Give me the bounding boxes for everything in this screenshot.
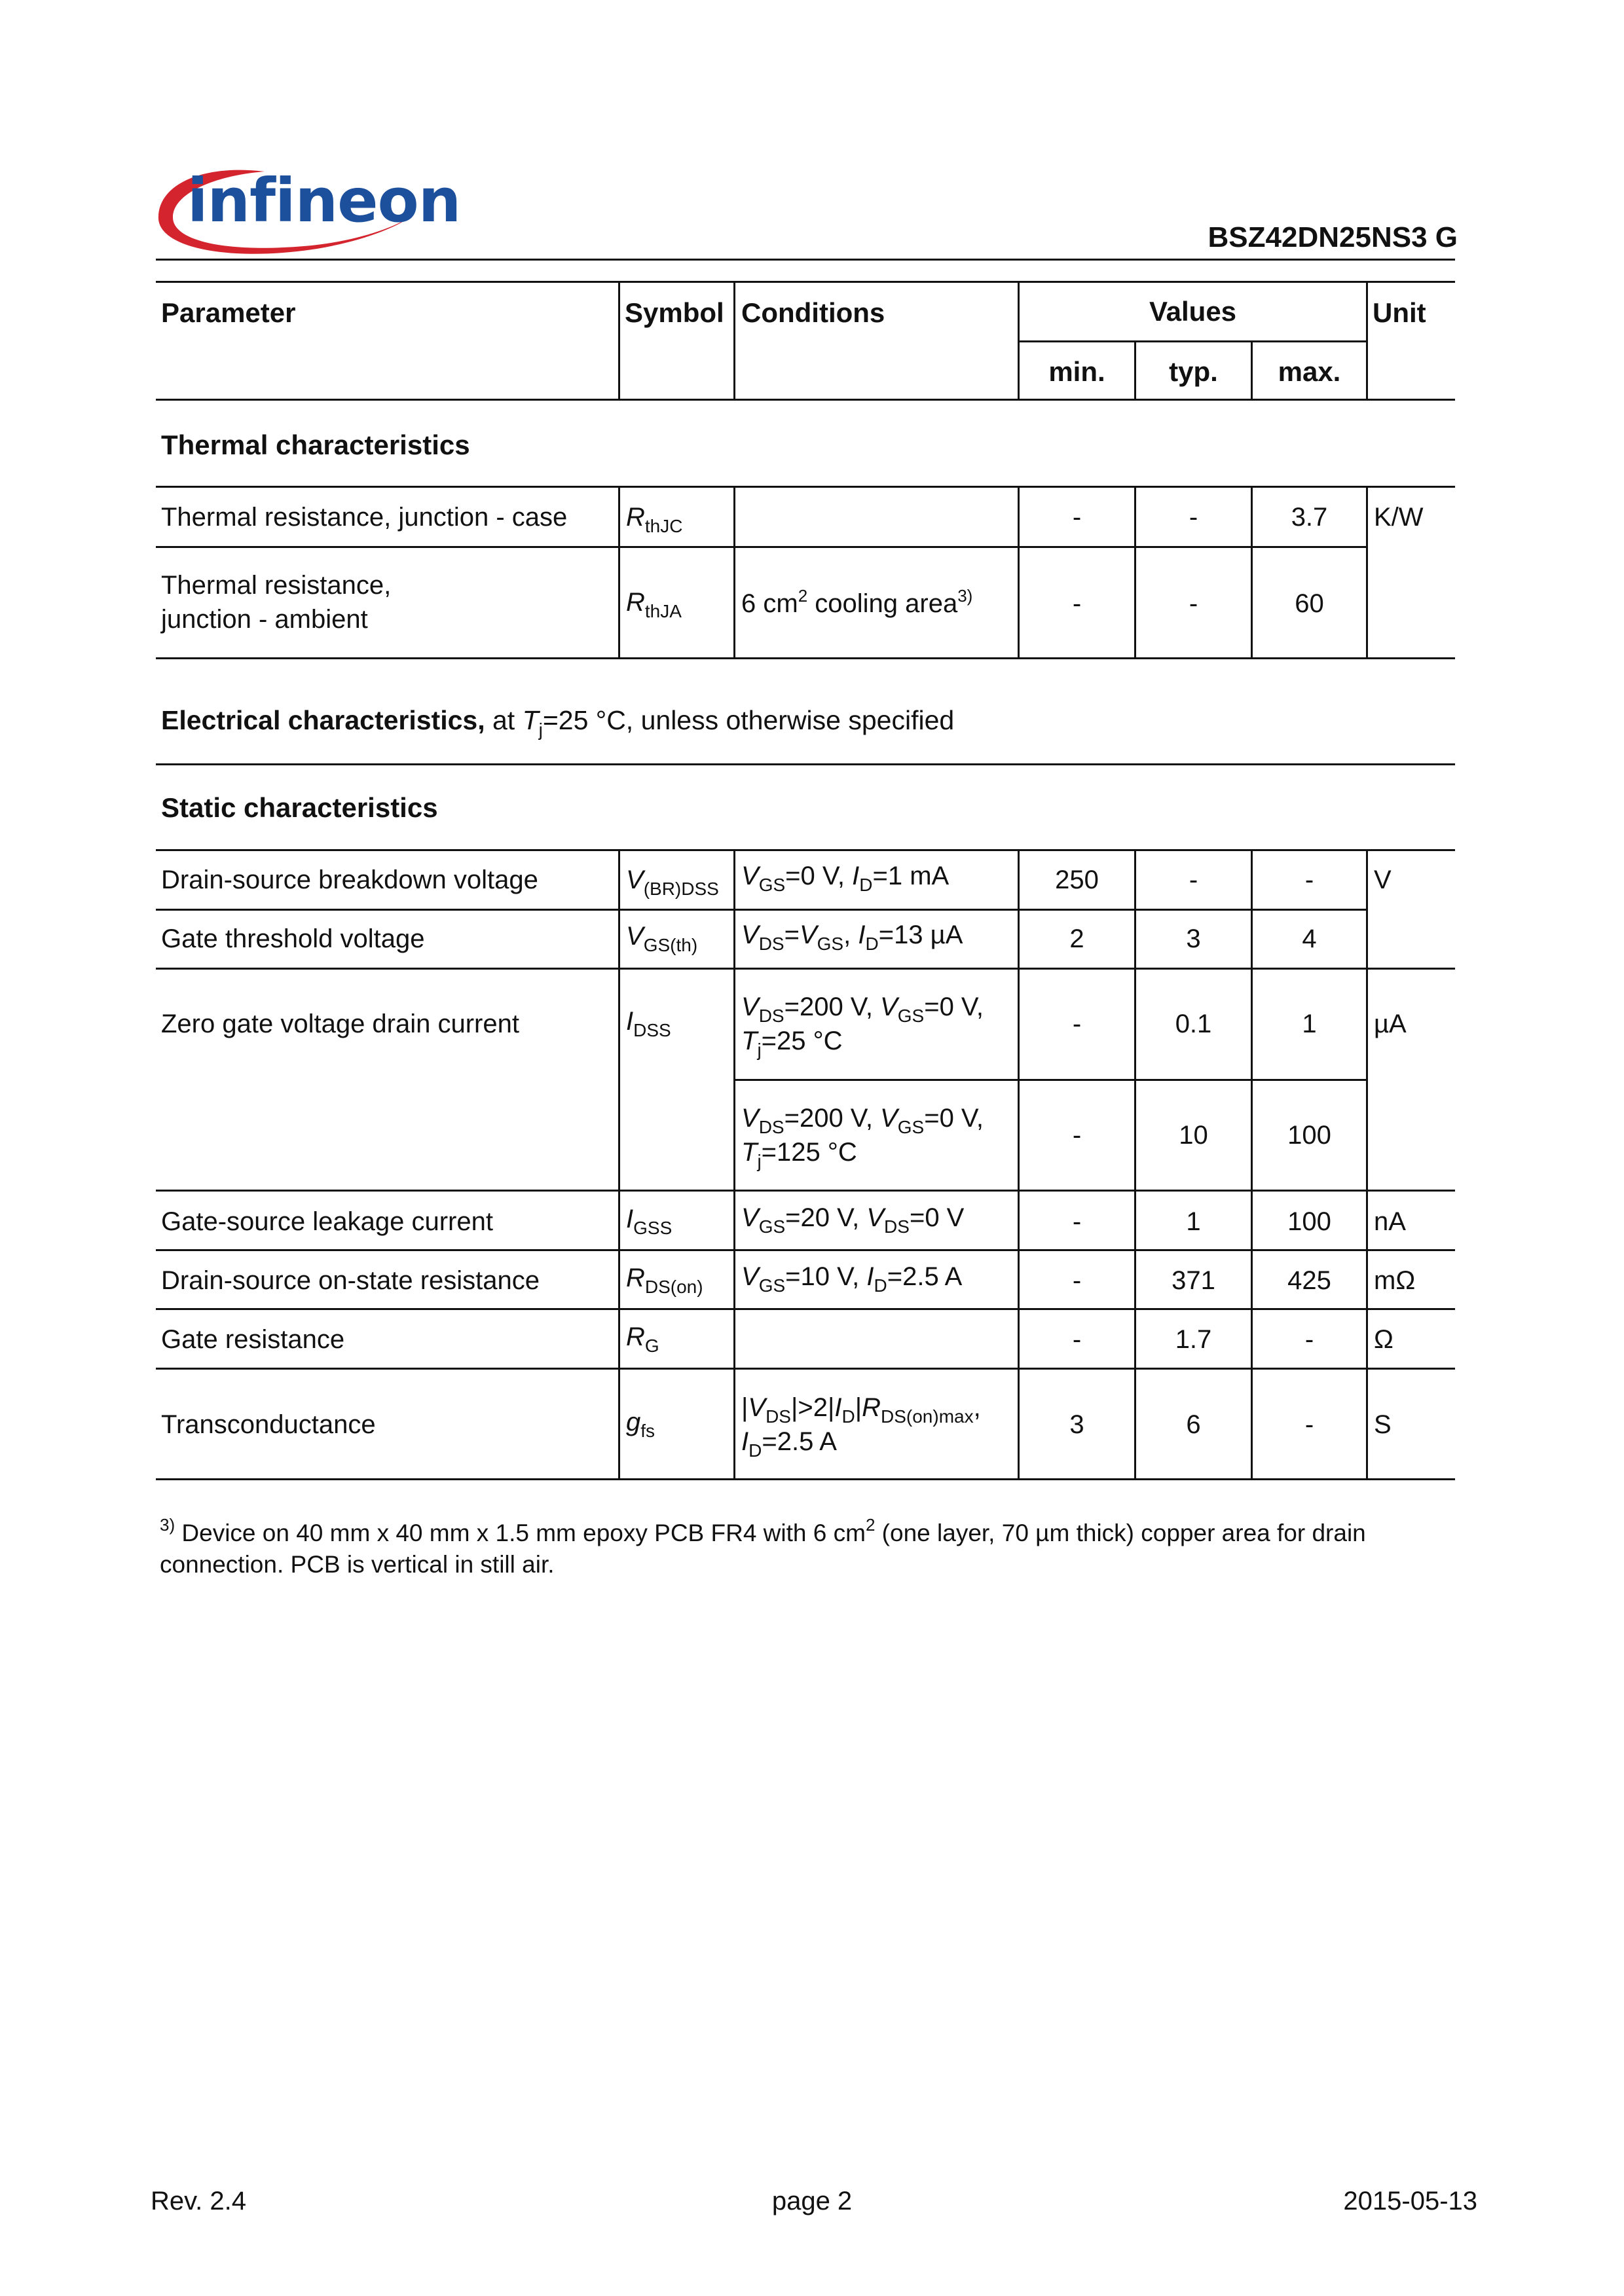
thermal-row2-max: 60 — [1295, 589, 1324, 618]
header-symbol: Symbol — [625, 297, 724, 328]
col-rule-1 — [618, 281, 620, 400]
static-r3-typ: 0.1 — [1175, 1010, 1212, 1038]
static-r2-symbol: $V_{GS(th)}$ — [626, 922, 698, 955]
col-rule-2 — [733, 281, 735, 400]
rule-top — [156, 259, 1455, 261]
header-max: max. — [1278, 356, 1341, 387]
thermal-row1-symbol: $R_{thJC}$ — [626, 503, 683, 536]
static-r1-min: 250 — [1055, 866, 1099, 894]
static-r7-max: - — [1304, 1325, 1314, 1354]
infineon-logo — [153, 157, 461, 262]
rule-thermal-top — [156, 486, 1455, 488]
rule-static-r7 — [156, 1368, 1455, 1370]
thermal-row2-param-line2: junction - ambient — [161, 605, 368, 634]
rule-static-r4 — [156, 1190, 1455, 1192]
static-r5-conditions: $V_{GS}=20$ V, $V_{DS}=0$ V — [741, 1203, 965, 1237]
rule-static-bottom — [156, 1478, 1455, 1480]
static-r2-max: 4 — [1302, 924, 1317, 953]
thermal-row2-symbol: $R_{thJA}$ — [626, 588, 682, 621]
thermal-row1-min: - — [1072, 503, 1082, 532]
static-r7-min: - — [1072, 1325, 1082, 1354]
static-r8-conditions-line1: $|V_{DS}|>2|I_D|R_{DS(on)max}$, — [741, 1393, 981, 1427]
footnote-mark: 3) — [160, 1515, 175, 1535]
static-col-2 — [733, 849, 735, 1480]
static-r8-unit: S — [1374, 1410, 1392, 1439]
footer-revision: Rev. 2.4 — [151, 2187, 246, 2215]
header-unit: Unit — [1373, 297, 1426, 328]
static-col-1 — [618, 849, 620, 1480]
static-r1-symbol: $V_{(BR)DSS}$ — [626, 866, 719, 899]
rule-header-top — [156, 281, 1455, 283]
header-typ: typ. — [1169, 356, 1218, 387]
static-r3-max: 1 — [1302, 1010, 1317, 1038]
header-values: Values — [1149, 296, 1237, 327]
thermal-row1-typ: - — [1189, 503, 1198, 532]
static-r6-unit: mΩ — [1374, 1266, 1416, 1295]
electrical-caption: Electrical characteristics, at $T_j=25$ °C, unless otherwise specified — [161, 705, 955, 740]
static-col-6 — [1366, 849, 1368, 1480]
thermal-row2-param-line1: Thermal resistance, — [161, 571, 392, 600]
static-r8-typ: 6 — [1186, 1410, 1201, 1439]
rule-static-r6 — [156, 1308, 1455, 1310]
static-r8-min: 3 — [1069, 1410, 1084, 1439]
static-r8-max: - — [1304, 1410, 1314, 1439]
thermal-unit: K/W — [1374, 503, 1424, 532]
static-r8-param: Transconductance — [161, 1410, 376, 1439]
static-r2-min: 2 — [1069, 924, 1084, 953]
thermal-col-6 — [1366, 486, 1368, 659]
static-r1-typ: - — [1189, 866, 1198, 894]
static-r4-typ: 10 — [1179, 1121, 1208, 1150]
static-r1-param: Drain-source breakdown voltage — [161, 866, 538, 894]
static-r5-symbol: $I_{GSS}$ — [626, 1205, 673, 1238]
static-r7-unit: Ω — [1374, 1325, 1393, 1354]
thermal-row2-typ: - — [1189, 589, 1198, 618]
footnote-line1: $^{3)}$ Device on 40 mm x 40 mm x 1.5 mm epoxy PCB FR4 with 6 $cm^2$ (one layer, 70 µm thick) copper area for drain — [160, 1515, 1366, 1546]
static-r6-param: Drain-source on-state resistance — [161, 1266, 540, 1295]
thermal-col-2 — [733, 486, 735, 659]
static-r1-max: - — [1304, 866, 1314, 894]
static-r8-conditions-line2: $I_D=2.5$ A — [741, 1427, 837, 1461]
static-r3-param: Zero gate voltage drain current — [161, 1010, 519, 1038]
thermal-row2-min: - — [1072, 589, 1082, 618]
header-min: min. — [1048, 356, 1105, 387]
col-rule-6 — [1366, 281, 1368, 400]
thermal-row1-max: 3.7 — [1291, 503, 1328, 532]
rule-static-r2 — [156, 968, 1455, 970]
static-r1-unit: V — [1374, 866, 1392, 894]
footer-date: 2015-05-13 — [1343, 2187, 1477, 2215]
thermal-col-1 — [618, 486, 620, 659]
static-r6-max: 425 — [1287, 1266, 1331, 1295]
static-r7-symbol: $R_G$ — [626, 1322, 659, 1356]
rule-static-r3 — [733, 1079, 1366, 1081]
header-conditions: Conditions — [741, 297, 885, 328]
static-r3-min: - — [1072, 1010, 1082, 1038]
static-r6-typ: 371 — [1172, 1266, 1215, 1295]
static-r2-param: Gate threshold voltage — [161, 924, 425, 953]
logo-wordmark: infineon — [187, 166, 461, 236]
rule-thermal-mid — [156, 546, 1366, 548]
rule-values-split — [1018, 340, 1366, 342]
footnote-line2: connection. PCB is vertical in still air. — [160, 1551, 555, 1578]
static-title: Static characteristics — [161, 792, 438, 823]
thermal-row1-param: Thermal resistance, junction - case — [161, 503, 568, 532]
static-r4-conditions-line2: $T_j=125$ °C — [741, 1138, 857, 1171]
footer-page: page 2 — [771, 2187, 853, 2215]
static-r4-conditions-line1: $V_{DS}=200$ V, $V_{GS}=0$ V, — [741, 1104, 984, 1137]
header-parameter: Parameter — [161, 297, 296, 328]
part-number: BSZ42DN25NS3 G — [1208, 221, 1458, 253]
static-r5-typ: 1 — [1186, 1207, 1201, 1236]
static-r5-max: 100 — [1287, 1207, 1331, 1236]
static-r5-min: - — [1072, 1207, 1082, 1236]
static-r2-conditions: $V_{DS}=V_{GS}$, $I_D=13$ µA — [741, 920, 963, 954]
rule-header-bottom — [156, 399, 1455, 401]
rule-electrical — [156, 763, 1455, 765]
static-r6-min: - — [1072, 1266, 1082, 1295]
thermal-title: Thermal characteristics — [161, 429, 470, 460]
rule-thermal-bottom — [156, 657, 1455, 659]
static-r3-conditions-line1: $V_{DS}=200$ V, $V_{GS}=0$ V, — [741, 993, 984, 1026]
static-r2-typ: 3 — [1186, 924, 1201, 953]
rule-static-r1 — [156, 909, 1366, 911]
static-r4-min: - — [1072, 1121, 1082, 1150]
thermal-row2-conditions: 6 $cm^2$ cooling area$^{3)}$ — [741, 586, 973, 618]
rule-static-top — [156, 849, 1455, 851]
rule-static-r5 — [156, 1249, 1455, 1251]
static-r5-param: Gate-source leakage current — [161, 1207, 493, 1236]
static-r1-conditions: $V_{GS}=0$ V, $I_D=1$ mA — [741, 862, 950, 895]
static-r3-unit: µA — [1374, 1010, 1407, 1038]
static-r4-max: 100 — [1287, 1121, 1331, 1150]
static-r6-conditions: $V_{GS}=10$ V, $I_D=2.5$ A — [741, 1262, 963, 1296]
static-r3-symbol: $I_{DSS}$ — [626, 1007, 671, 1040]
static-r7-param: Gate resistance — [161, 1325, 345, 1354]
static-r3-conditions-line2: $T_j=25$ °C — [741, 1027, 843, 1060]
static-r6-symbol: $R_{DS(on)}$ — [626, 1264, 703, 1297]
static-r5-unit: nA — [1374, 1207, 1406, 1236]
static-r8-symbol: $g_{fs}$ — [626, 1408, 655, 1441]
static-r7-typ: 1.7 — [1175, 1325, 1212, 1354]
